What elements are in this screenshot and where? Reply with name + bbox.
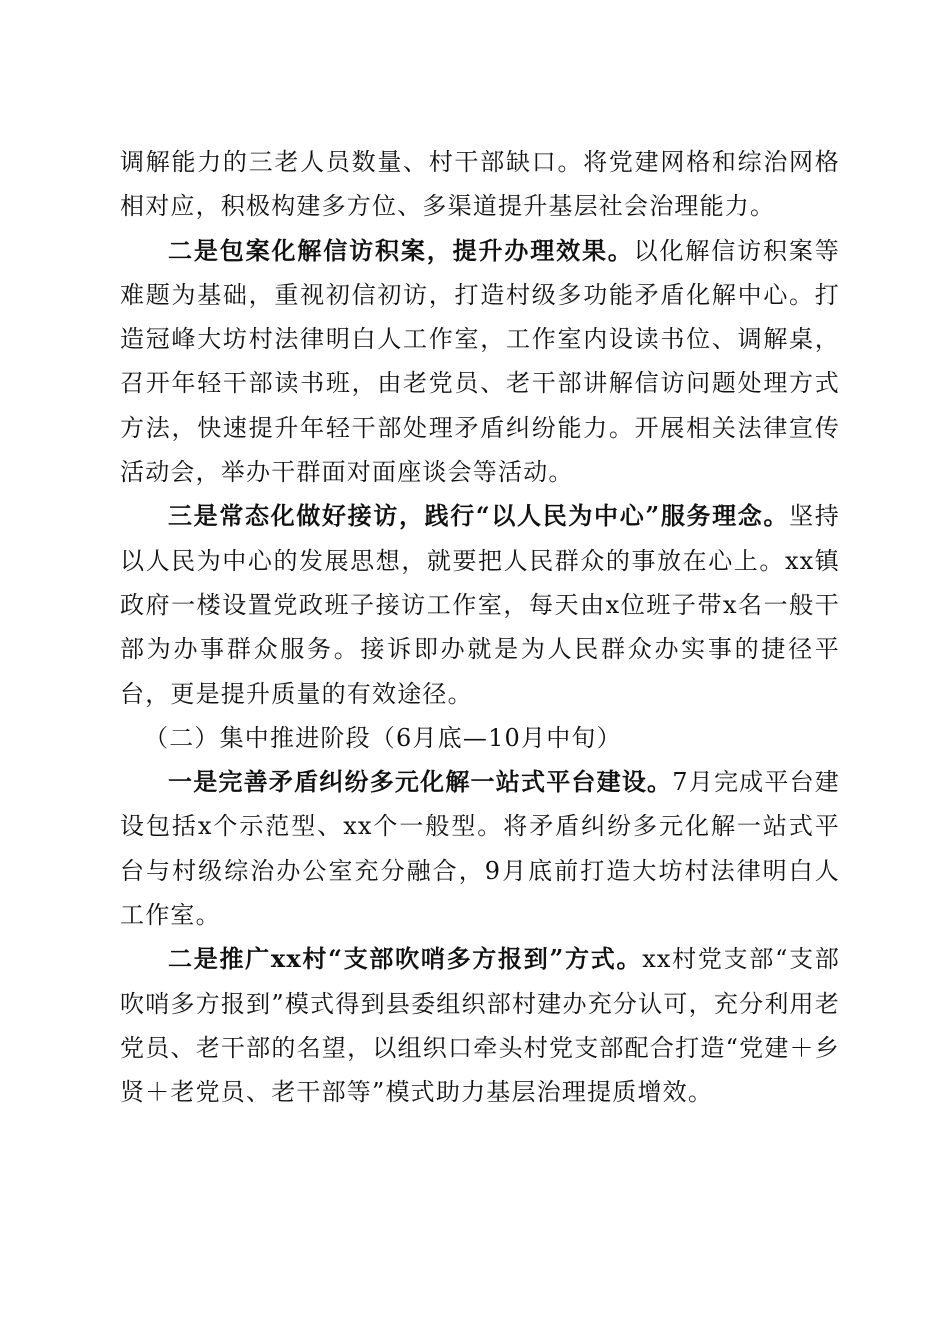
paragraph-heading: 二是推广xx村“支部吹哨多方报到”方式。 — [168, 944, 643, 974]
paragraph-platform — [120, 760, 840, 937]
paragraph-text: 7月完成平台建设包括x个示范型、xx个一般型。将矛盾纠纷多元化解一站式平台与村级综治办公室充分融合，9月底前打造大坊村法律明白人工作室。 — [120, 768, 841, 930]
paragraph-reception — [120, 494, 840, 715]
paragraph-case-resolution — [120, 229, 840, 495]
paragraph-text: 坚持以人民为中心的发展思想，就要把人民群众的事放在心上。xx镇政府一楼设置党政班子接访工作室，每天由x位班子带x名一般干部为办事群众服务。接诉即办就是为人民群众办实事的捷径平台，更是提升质量的有效途径。 — [120, 502, 841, 708]
paragraph-continuation — [120, 140, 840, 229]
paragraph-text: xx村党支部“支部吹哨多方报到”模式得到县委组织部村建办充分认可，充分利用老党员、老干部的名望，以组织口牵头村党支部配合打造“党建＋乡贤＋老党员、老干部等”模式助力基层治理提质增效。 — [120, 945, 840, 1107]
paragraph-heading: 一是完善矛盾纠纷多元化解一站式平台建设。 — [168, 767, 673, 797]
paragraph-text: 调解能力的三老人员数量、村干部缺口。将党建网格和综治网格相对应，积极构建多方位、多渠道提升基层社会治理能力。 — [120, 148, 840, 221]
paragraph-promotion — [120, 937, 840, 1114]
paragraph-heading: 二是包案化解信访积案，提升办理效果。 — [168, 235, 634, 265]
document-page — [120, 140, 840, 1115]
paragraph-text: 以化解信访积案等难题为基础，重视初信初访，打造村级多功能矛盾化解中心。打造冠峰大坊村法律明白人工作室，工作室内设读书位、调解桌，召开年轻干部读书班，由老党员、老干部讲解信访问题处理方式方法，快速提升年轻干部处理矛盾纠纷能力。开展相关法律宣传活动会，举办干群面对面座谈会等活动。 — [120, 236, 840, 487]
section-heading: （二）集中推进阶段（6月底—10月中旬） — [144, 723, 622, 752]
paragraph-heading: 三是常态化做好接访，践行“以人民为中心”服务理念。 — [168, 501, 790, 531]
